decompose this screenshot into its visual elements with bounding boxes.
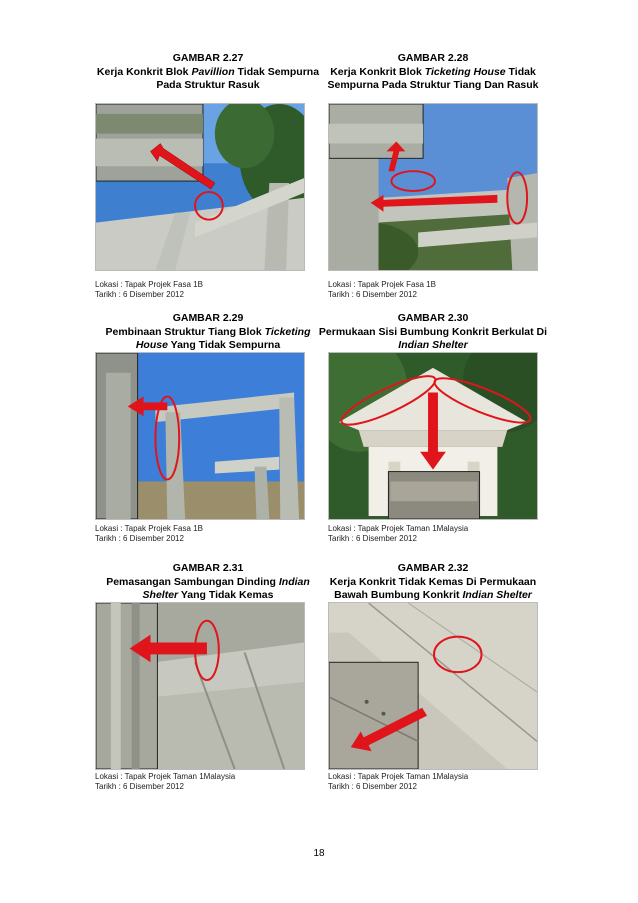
photo-pavillion-beam [95,103,305,271]
location-text: Lokasi : Tapak Projek Taman 1Malaysia [328,524,469,533]
figure-caption [318,66,548,93]
caption-part: Pembinaan Struktur Tiang Blok [105,325,265,338]
photo-ticketing-columns [95,352,305,520]
caption-part: Permukaan Sisi Bumbung Konkrit Berkulat Di [318,325,548,338]
caption-part-italic: Pavillion [191,65,235,78]
figure-caption [95,576,321,603]
figure-caption [318,326,548,353]
caption-part: Tidak Sempurna Pada Struktur Rasuk [156,65,320,91]
date-text: Tarikh : 6 Disember 2012 [95,782,184,791]
photo-indian-shelter-roof [328,352,538,520]
location-text: Lokasi : Tapak Projek Fasa 1B [95,524,203,533]
location-text: Lokasi : Tapak Projek Taman 1Malaysia [328,772,469,781]
date-text: Tarikh : 6 Disember 2012 [328,782,417,791]
figure-caption [95,66,321,93]
date-text: Tarikh : 6 Disember 2012 [328,290,417,299]
caption-part-italic: Ticketing House [424,65,506,78]
caption-part: Tidak Sempurna Pada Struktur Tiang Dan Rasuk [327,65,539,91]
caption-part: Pemasangan Sambungan Dinding [106,575,279,588]
photo-ticketing-column-beam [328,103,538,271]
caption-part-italic: Indian Shelter [142,575,310,601]
figure-number: GAMBAR 2.31 [172,562,244,574]
photo-meta [95,524,203,544]
figure-number: GAMBAR 2.32 [397,562,469,574]
photo-meta [95,280,203,300]
date-text: Tarikh : 6 Disember 2012 [95,534,184,543]
figure-title [318,312,548,353]
caption-part: Kerja Konkrit Tidak Kemas Di Permukaan Bawah Bumbung Konkrit [329,575,537,601]
location-text: Lokasi : Tapak Projek Taman 1Malaysia [95,772,236,781]
figure-caption [318,576,548,603]
caption-part: Yang Tidak Sempurna [167,339,281,351]
caption-part-italic: Indian Shelter [462,589,532,601]
figure-title [95,312,321,353]
photo-meta [95,772,235,792]
photo-meta [328,524,468,544]
figure-caption [95,326,321,353]
figure-number: GAMBAR 2.27 [172,52,244,64]
date-text: Tarikh : 6 Disember 2012 [328,534,417,543]
caption-part-italic: Indian Shelter [398,339,468,351]
caption-part: Yang Tidak Kemas [178,589,274,601]
figure-title [95,562,321,603]
location-text: Lokasi : Tapak Projek Fasa 1B [95,280,203,289]
page-number: 18 [313,848,325,859]
figure-title [318,52,548,93]
figure-number: GAMBAR 2.30 [397,312,469,324]
photo-wall-joint [95,602,305,770]
figure-title [318,562,548,603]
photo-meta [328,280,436,300]
caption-part: Kerja Konkrit Blok [330,65,425,78]
photo-meta [328,772,468,792]
photo-roof-underside [328,602,538,770]
caption-part: Kerja Konkrit Blok [96,65,192,78]
figure-number: GAMBAR 2.29 [172,312,244,324]
figure-number: GAMBAR 2.28 [397,52,469,64]
date-text: Tarikh : 6 Disember 2012 [95,290,184,299]
location-text: Lokasi : Tapak Projek Fasa 1B [328,280,436,289]
caption-part-italic: Ticketing House [135,325,311,351]
figure-title [95,52,321,93]
